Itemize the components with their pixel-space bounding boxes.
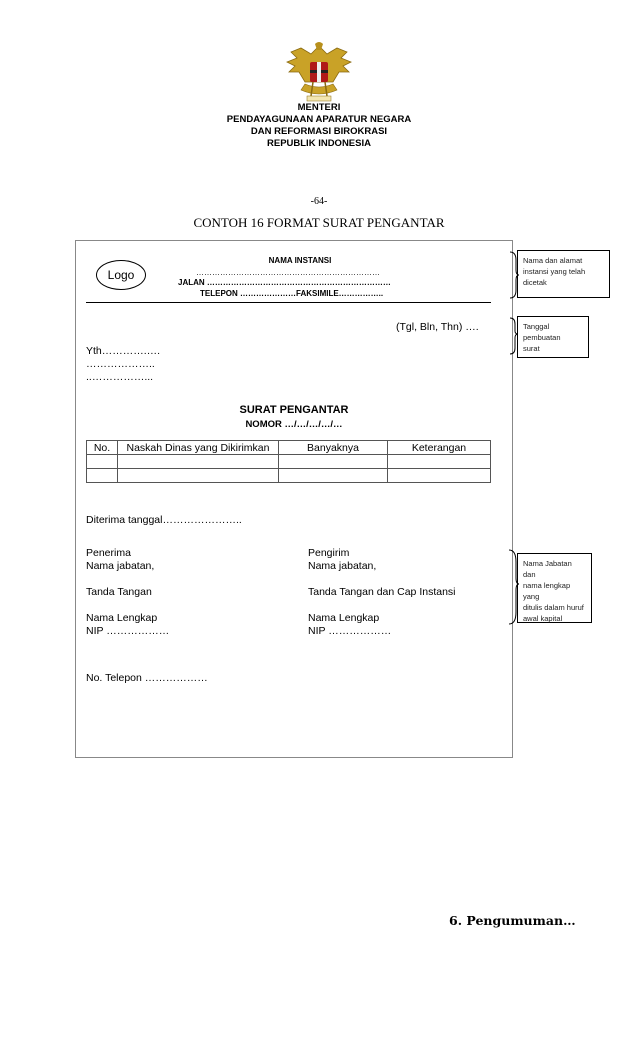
addressee-line: ……………….. <box>86 358 155 370</box>
recipient-label: Penerima <box>86 547 131 559</box>
table-row <box>87 469 491 483</box>
page-number: -64- <box>310 196 328 207</box>
sender-block <box>308 547 456 638</box>
col-no: No. <box>87 441 118 455</box>
letter-title: SURAT PENGANTAR <box>239 404 349 416</box>
recipient-nip: NIP ……………… <box>86 625 170 637</box>
note-text: Tanggal <box>523 322 550 331</box>
date-line: (Tgl, Bln, Thn) …. <box>396 321 479 333</box>
received-line: Diterima tanggal………………….. <box>86 514 242 526</box>
note-text: dicetak <box>523 278 547 287</box>
recipient-block <box>86 547 169 638</box>
garuda-emblem <box>283 40 355 108</box>
note-text: instansi yang telah <box>523 267 586 276</box>
next-section-heading: 6. Pengumuman… <box>449 913 576 928</box>
header-line-2: PENDAYAGUNAAN APARATUR NEGARA <box>226 114 412 125</box>
note-text: surat <box>523 344 540 353</box>
instansi-dots: …………………………………………………………… <box>196 268 380 277</box>
header-line-4: REPUBLIK INDONESIA <box>267 138 371 149</box>
note-names <box>517 553 592 623</box>
sender-nip: NIP ……………… <box>308 625 392 637</box>
instansi-name: NAMA INSTANSI <box>268 256 332 265</box>
note-text: awal kapital <box>523 614 563 623</box>
table-row <box>87 455 491 469</box>
note-text: pembuatan <box>523 333 561 342</box>
note-text: Nama dan alamat <box>523 256 583 265</box>
addressee-line: ..……………... <box>86 371 154 383</box>
header-line-3: DAN REFORMASI BIROKRASI <box>250 126 388 137</box>
col-keterangan: Keterangan <box>388 441 491 455</box>
recipient-fullname: Nama Lengkap <box>86 612 158 624</box>
instansi-telepon: TELEPON …………………FAKSIMILE…………….. <box>200 289 384 298</box>
letter-number: NOMOR …/…/…/…/… <box>245 419 343 430</box>
instansi-jalan: JALAN …………………………………………………………… <box>178 278 391 287</box>
col-naskah: Naskah Dinas yang Dikirimkan <box>118 441 279 455</box>
note-text: Nama Jabatan dan <box>523 559 572 579</box>
col-banyaknya: Banyaknya <box>279 441 388 455</box>
recipient-signature: Tanda Tangan <box>86 586 152 598</box>
header-line-1: MENTERI <box>297 102 341 113</box>
note-letterhead <box>517 250 610 298</box>
sender-signature: Tanda Tangan dan Cap Instansi <box>308 586 456 598</box>
note-date <box>517 316 589 358</box>
phone-line: No. Telepon ……………… <box>86 672 208 684</box>
recipient-position: Nama jabatan, <box>86 560 155 572</box>
addressee <box>86 345 160 384</box>
sender-position: Nama jabatan, <box>308 560 377 572</box>
document-title: CONTOH 16 FORMAT SURAT PENGANTAR <box>193 215 445 230</box>
logo-placeholder: Logo <box>96 260 146 290</box>
letterhead-rule <box>86 302 491 303</box>
sender-fullname: Nama Lengkap <box>308 612 380 624</box>
note-text: nama lengkap yang <box>523 581 571 601</box>
note-text: ditulis dalam huruf <box>523 603 584 612</box>
table-header-row <box>87 441 491 455</box>
items-table <box>86 440 491 483</box>
sender-label: Pengirim <box>308 547 350 559</box>
addressee-line: Yth………….…. <box>86 345 161 357</box>
